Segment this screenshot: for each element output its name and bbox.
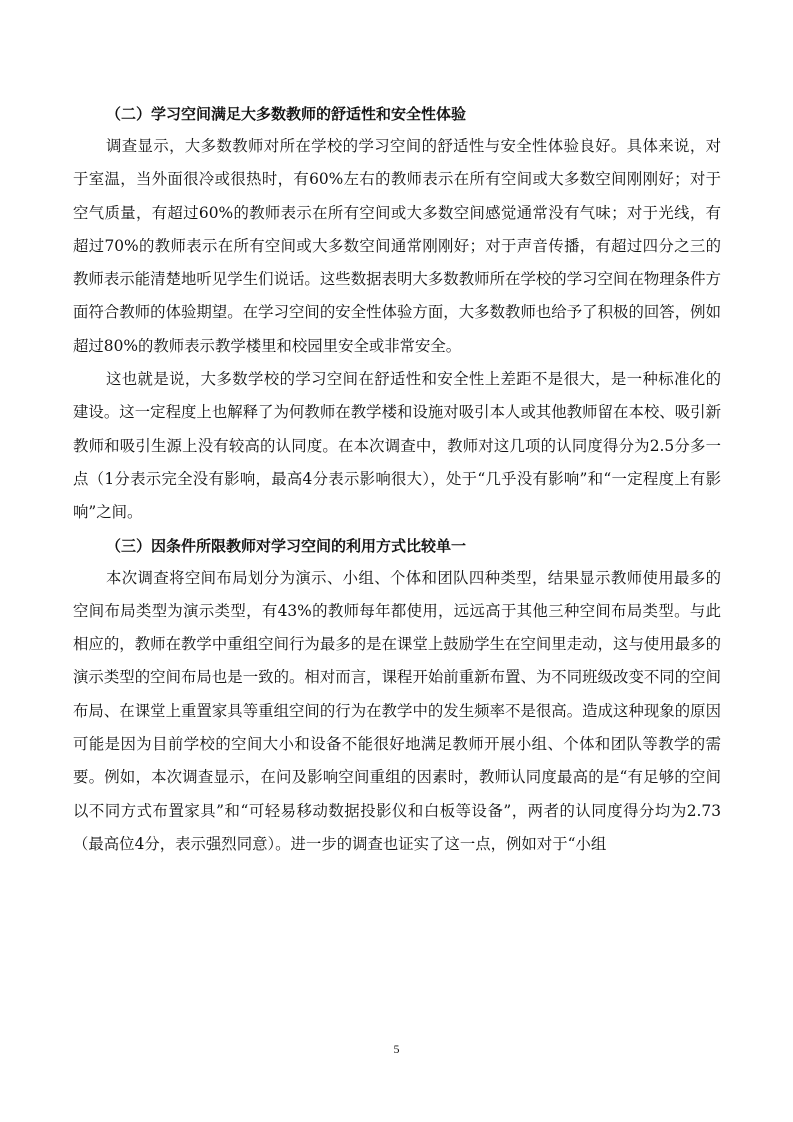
section-heading-3: （三）因条件所限教师对学习空间的利用方式比较单一 (106, 536, 467, 555)
section-heading-2: （二）学习空间满足大多数教师的舒适性和安全性体验 (106, 105, 467, 123)
page-body (73, 98, 721, 861)
page-number: 5 (393, 1042, 400, 1056)
paragraph: 调查显示，大多数教师对所在学校的学习空间的舒适性与安全性体验良好。具体来说，对于室温，当外面很冷或很热时，有60%左右的教师表示在所有空间或大多数空间刚刚好；对于空气质量，有超过60%的教师表示在所有空间或大多数空间感觉通常没有气味；对于光线，有超过70%的教师表示在所有空间或大多数空间通常刚刚好；对于声音传播，有超过四分之三的教师表示能清楚地听见学生们说话。这些数据表明大多数教师所在学校的学习空间在物理条件方面符合教师的体验期望。在学习空间的安全性体验方面，大多数教师也给予了积极的回答，例如超过80%的教师表示教学楼里和校园里安全或非常安全。 (73, 137, 721, 355)
paragraph: 这也就是说，大多数学校的学习空间在舒适性和安全性上差距不是很大，是一种标准化的建设。这一定程度上也解释了为何教师在教学楼和设施对吸引本人或其他教师留在本校、吸引新教师和吸引生源上没有较高的认同度。在本次调查中，教师对这几项的认同度得分为2.5分多一点（1分表示完全没有影响，最高4分表示影响很大），处于“几乎没有影响”和“一定程度上有影响”之间。 (73, 370, 721, 522)
paragraph: 本次调查将空间布局划分为演示、小组、个体和团队四种类型，结果显示教师使用最多的空间布局类型为演示类型，有43%的教师每年都使用，远远高于其他三种空间布局类型。与此相应的，教师在教学中重组空间行为最多的是在课堂上鼓励学生在空间里走动，这与使用最多的演示类型的空间布局也是一致的。相对而言，课程开始前重新布置、为不同班级改变不同的空间布局、在课堂上重置家具等重组空间的行为在教学中的发生频率不是很高。造成这种现象的原因可能是因为目前学校的空间大小和设备不能很好地满足教师开展小组、个体和团队等教学的需要。例如，本次调查显示，在问及影响空间重组的因素时，教师认同度最高的是“有足够的空间以不同方式布置家具”和“可轻易移动数据投影仪和白板等设备”，两者的认同度得分均为2.73（最高位4分，表示强烈同意）。进一步的调查也证实了这一点，例如对于“小组 (73, 568, 721, 853)
